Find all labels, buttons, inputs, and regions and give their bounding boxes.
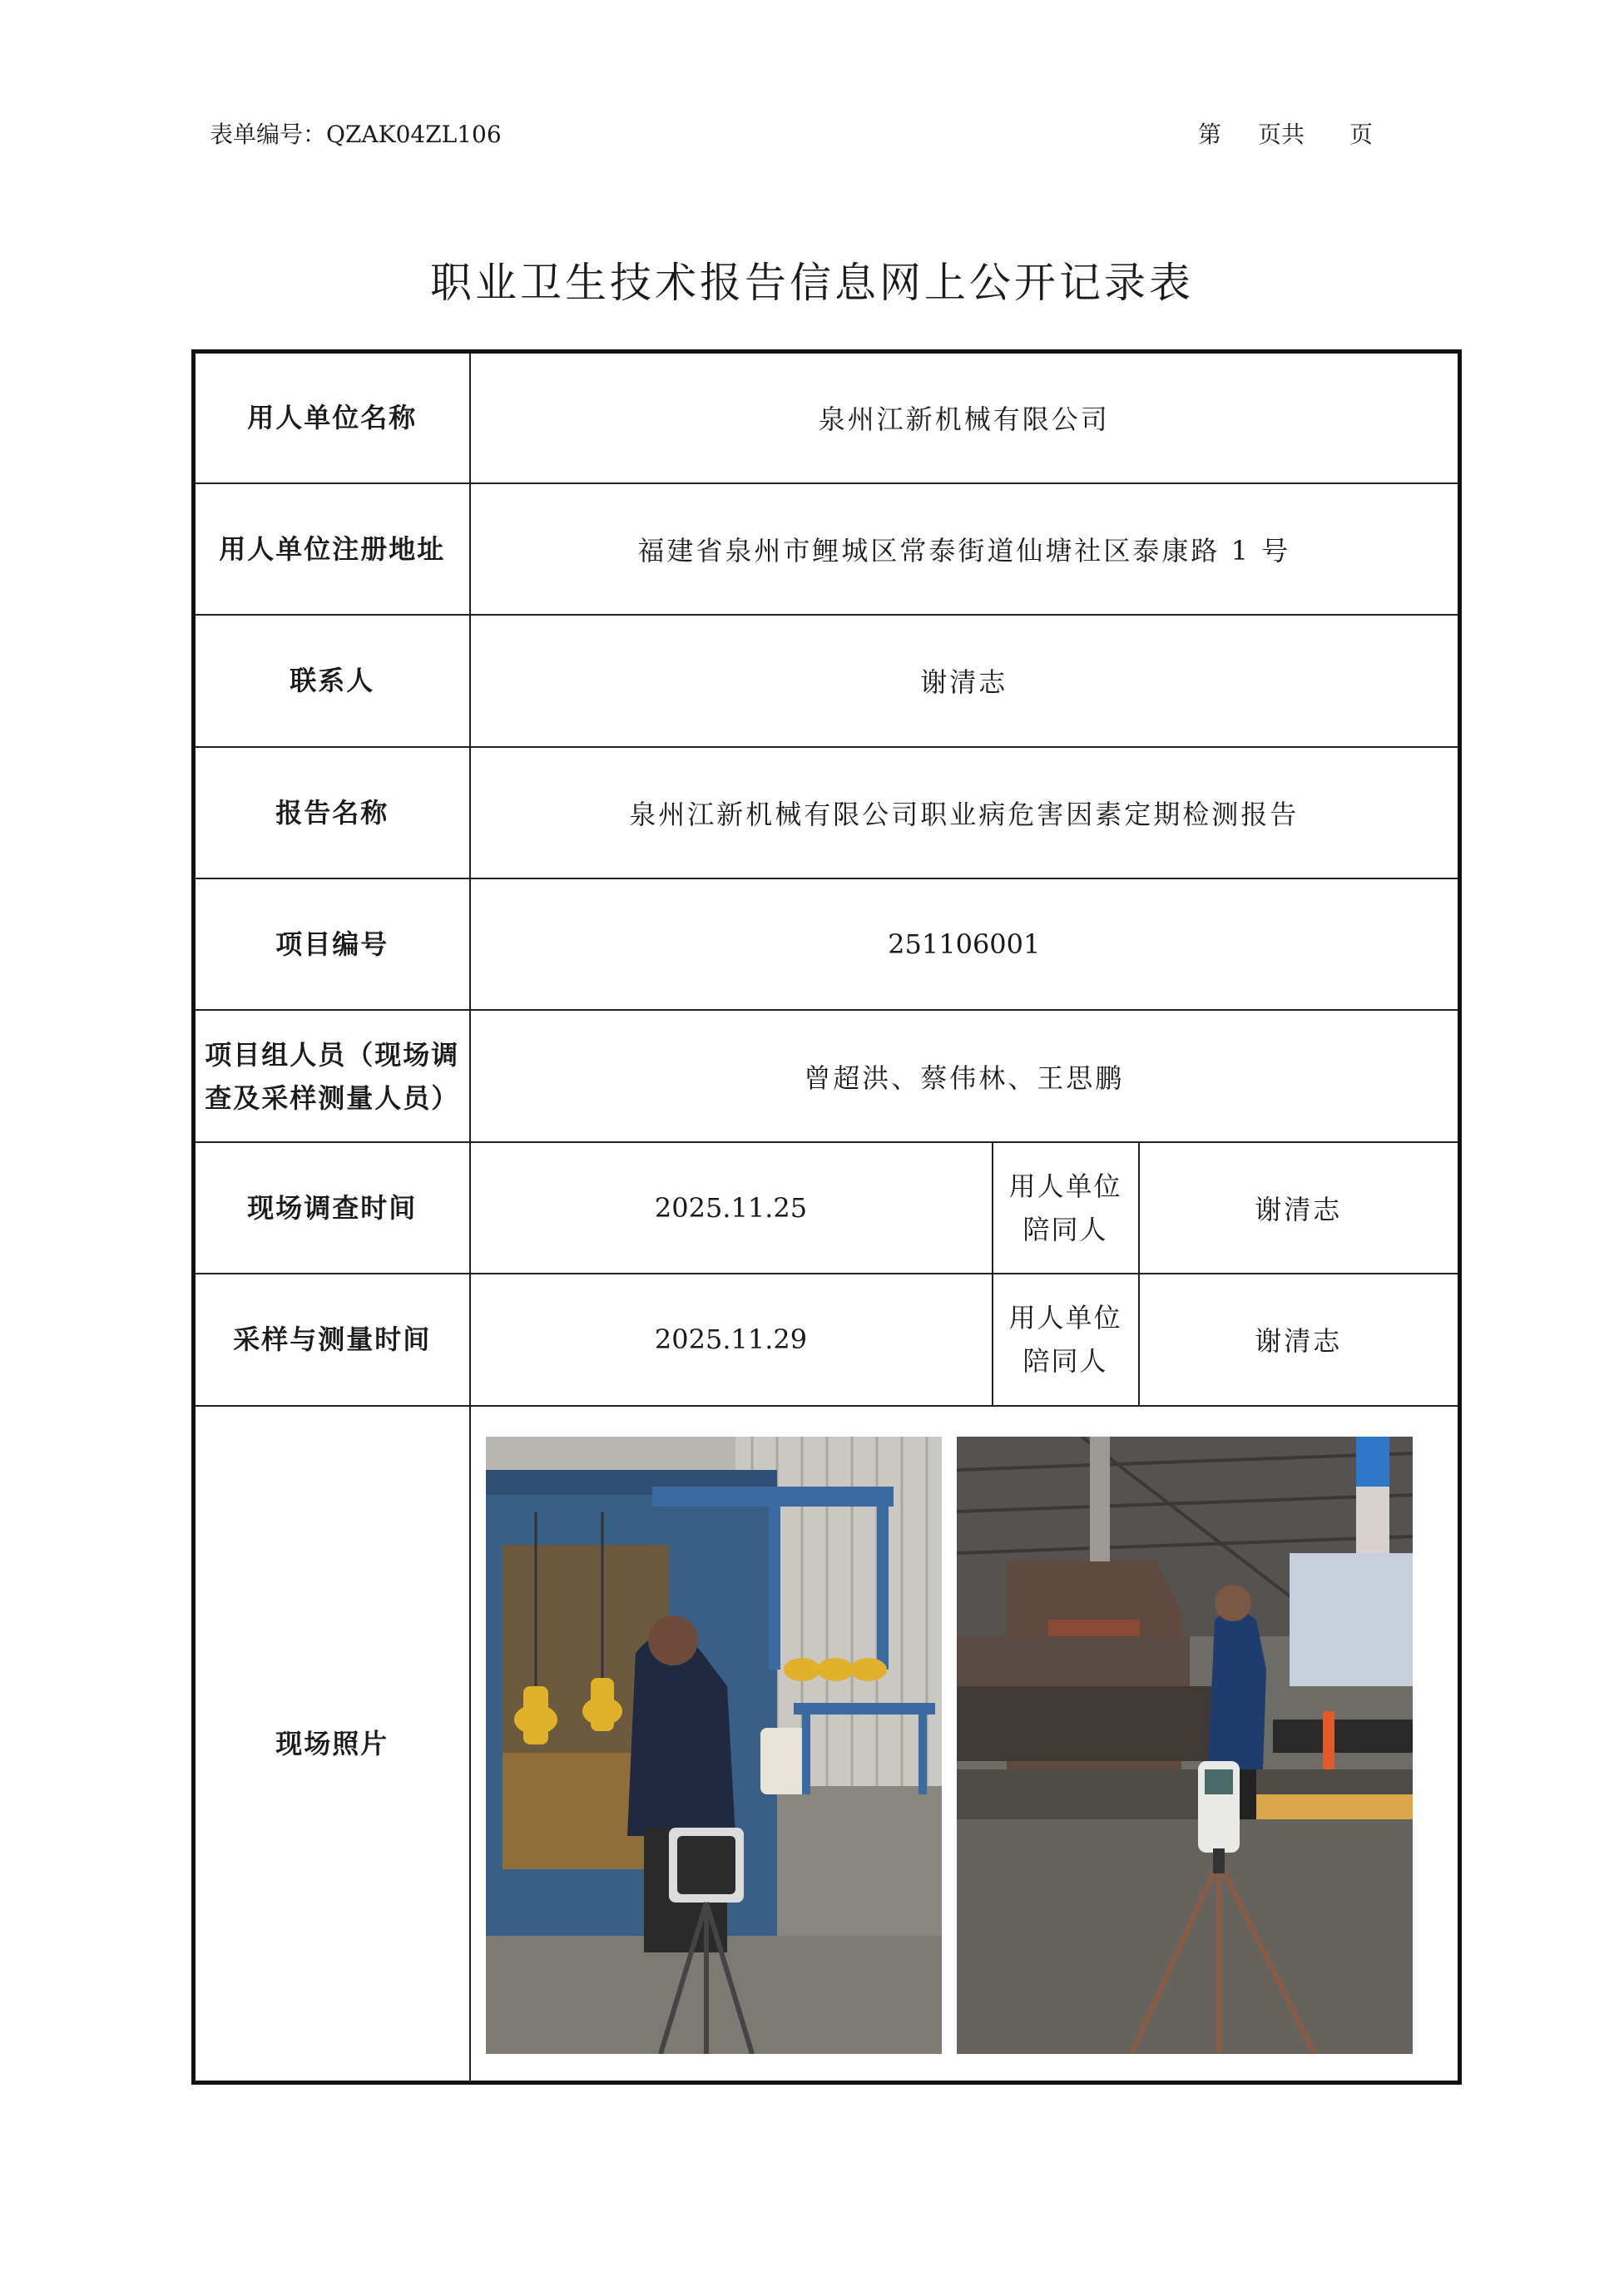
team-value: 曾超洪、蔡伟林、王思鹏 [470,1010,1460,1141]
site-photo-1 [486,1437,942,2054]
accompany-label-line: 陪同人 [1022,1213,1108,1245]
row-company-name [194,352,1460,483]
team-label [194,1010,470,1141]
address-value: 福建省泉州市鲤城区常泰街道仙塘社区泰康路 1 号 [470,483,1460,615]
page-indicator-part: 页 [1349,121,1374,148]
row-survey-time [194,1142,1460,1274]
form-number-value: QZAK04ZL106 [326,121,502,148]
photos-label: 现场照片 [194,1406,470,2083]
contact-value: 谢清志 [470,615,1460,746]
survey-time-value: 2025.11.25 [470,1142,993,1274]
document-title: 职业卫生技术报告信息网上公开记录表 [430,259,1194,307]
report-name-value: 泉州江新机械有限公司职业病危害因素定期检测报告 [470,747,1460,878]
sampling-accompany-label [993,1274,1139,1405]
row-address [194,483,1460,615]
company-name-value: 泉州江新机械有限公司 [470,352,1460,483]
row-photos [194,1406,1460,2083]
survey-time-label: 现场调查时间 [194,1142,470,1274]
page-indicator-part: 页共 [1258,121,1305,148]
row-sampling-time [194,1274,1460,1405]
project-no-label: 项目编号 [194,878,470,1010]
page-indicator-part: 第 [1198,121,1222,148]
team-label-line: 项目组人员（现场调 [205,1038,460,1071]
accompany-label-line: 陪同人 [1022,1345,1108,1378]
contact-label: 联系人 [194,615,470,746]
address-label: 用人单位注册地址 [194,483,470,615]
row-team [194,1010,1460,1141]
form-number-label: 表单编号： [210,121,327,148]
company-name-label: 用人单位名称 [194,352,470,483]
photos-cell [470,1406,1460,2083]
project-no-value: 251106001 [470,878,1460,1010]
row-report-name [194,747,1460,878]
record-table [191,349,1462,2085]
page-indicator [1198,116,1373,150]
sampling-accompany-value: 谢清志 [1139,1274,1460,1405]
row-project-no [194,878,1460,1010]
sampling-time-label: 采样与测量时间 [194,1274,470,1405]
accompany-label-line: 用人单位 [1008,1170,1122,1202]
site-photo-2 [957,1437,1413,2054]
survey-accompany-value: 谢清志 [1139,1142,1460,1274]
row-contact [194,615,1460,746]
survey-accompany-label [993,1142,1139,1274]
accompany-label-line: 用人单位 [1008,1302,1122,1334]
report-name-label: 报告名称 [194,747,470,878]
form-number [210,116,502,150]
team-label-line: 查及采样测量人员） [205,1081,460,1114]
sampling-time-value: 2025.11.29 [470,1274,993,1405]
